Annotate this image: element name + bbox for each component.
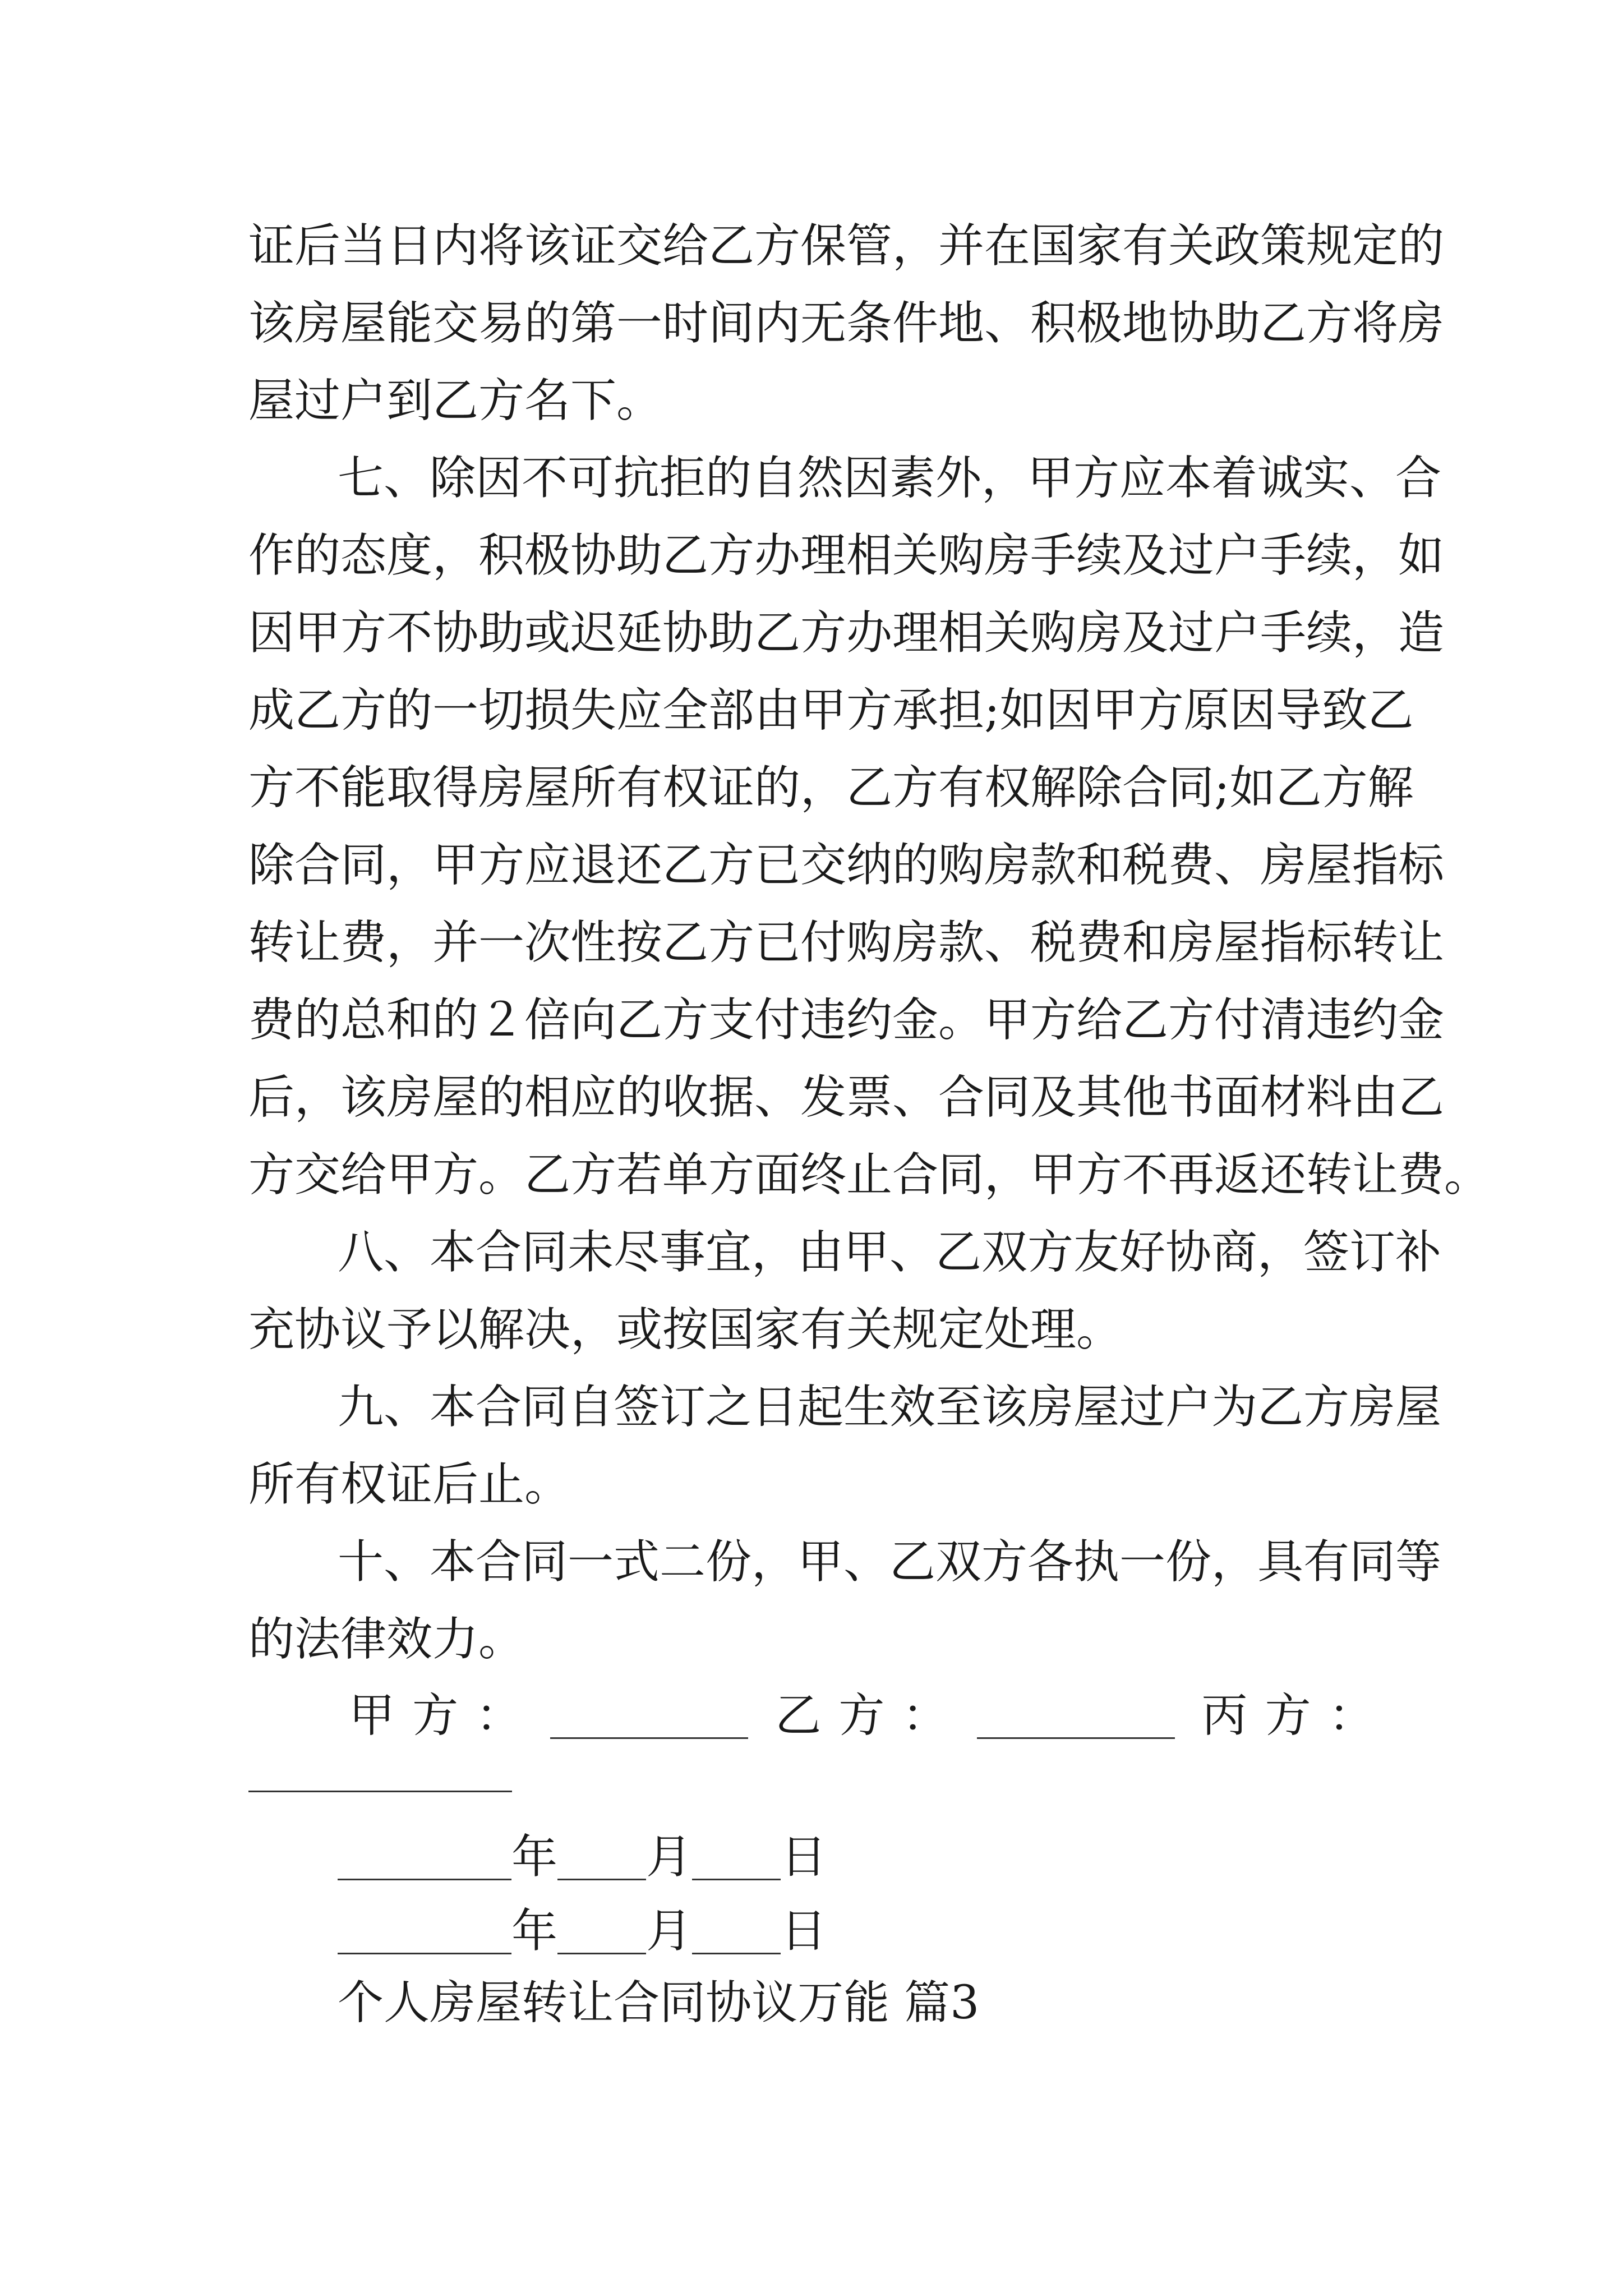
section-heading: 个人房屋转让合同协议万能 篇3 bbox=[338, 1976, 980, 2030]
day-blank[interactable] bbox=[692, 1844, 781, 1880]
clause-7-line: 方交给甲方。乙方若单方面终止合同，甲方不再返还转让费。 bbox=[248, 1148, 1491, 1202]
clause-10-line: 的法律效力。 bbox=[248, 1613, 525, 1666]
month-blank[interactable] bbox=[557, 1918, 646, 1954]
clause-7-line: 作的态度，积极协助乙方办理相关购房手续及过户手续，如 bbox=[248, 529, 1445, 582]
party-a-signature-blank[interactable] bbox=[550, 1703, 748, 1739]
clause-7-line: 费的总和的２倍向乙方支付违约金。甲方给乙方付清违约金 bbox=[248, 993, 1445, 1047]
day-blank[interactable] bbox=[692, 1918, 781, 1954]
clause-10-line: 十、本合同一式二份，甲、乙双方各执一份，具有同等 bbox=[338, 1535, 1442, 1589]
day-label: 日 bbox=[781, 1904, 827, 1958]
party-a-label: 甲方： bbox=[349, 1689, 540, 1742]
paragraph-line: 屋过户到乙方名下。 bbox=[248, 374, 663, 427]
paragraph-line: 该房屋能交易的第一时间内无条件地、积极地协助乙方将房 bbox=[248, 297, 1445, 350]
month-label: 月 bbox=[646, 1904, 693, 1958]
year-blank[interactable] bbox=[338, 1844, 511, 1880]
party-c-label: 丙方： bbox=[1201, 1689, 1392, 1742]
date-row bbox=[338, 1904, 827, 1958]
paragraph-line: 证后当日内将该证交给乙方保管，并在国家有关政策规定的 bbox=[248, 219, 1445, 273]
clause-7-line: 七、除因不可抗拒的自然因素外，甲方应本着诚实、合 bbox=[338, 452, 1442, 505]
clause-7-line: 转让费，并一次性按乙方已付购房款、税费和房屋指标转让 bbox=[248, 916, 1445, 969]
month-blank[interactable] bbox=[557, 1844, 646, 1880]
year-label: 年 bbox=[511, 1904, 558, 1958]
clause-7-line: 方不能取得房屋所有权证的，乙方有权解除合同;如乙方解 bbox=[248, 761, 1414, 815]
year-blank[interactable] bbox=[338, 1918, 511, 1954]
clause-8-line: 八、本合同未尽事宜，由甲、乙双方友好协商，签订补 bbox=[338, 1226, 1442, 1279]
clause-7-line: 因甲方不协助或迟延协助乙方办理相关购房及过户手续，造 bbox=[248, 606, 1445, 660]
date-row bbox=[338, 1830, 827, 1884]
party-b-signature-blank[interactable] bbox=[977, 1703, 1175, 1739]
clause-9-line: 所有权证后止。 bbox=[248, 1458, 571, 1511]
month-label: 月 bbox=[646, 1830, 693, 1884]
clause-7-line: 成乙方的一切损失应全部由甲方承担;如因甲方原因导致乙 bbox=[248, 684, 1414, 737]
party-b-label: 乙方： bbox=[775, 1689, 966, 1742]
signature-row bbox=[349, 1689, 1392, 1742]
clause-9-line: 九、本合同自签订之日起生效至该房屋过户为乙方房屋 bbox=[338, 1381, 1442, 1434]
party-c-signature-blank[interactable] bbox=[248, 1791, 512, 1792]
clause-8-line: 充协议予以解决，或按国家有关规定处理。 bbox=[248, 1303, 1123, 1356]
clause-7-line: 后，该房屋的相应的收据、发票、合同及其他书面材料由乙 bbox=[248, 1071, 1445, 1124]
year-label: 年 bbox=[511, 1830, 558, 1884]
clause-7-line: 除合同，甲方应退还乙方已交纳的购房款和税费、房屋指标 bbox=[248, 839, 1445, 892]
day-label: 日 bbox=[781, 1830, 827, 1884]
